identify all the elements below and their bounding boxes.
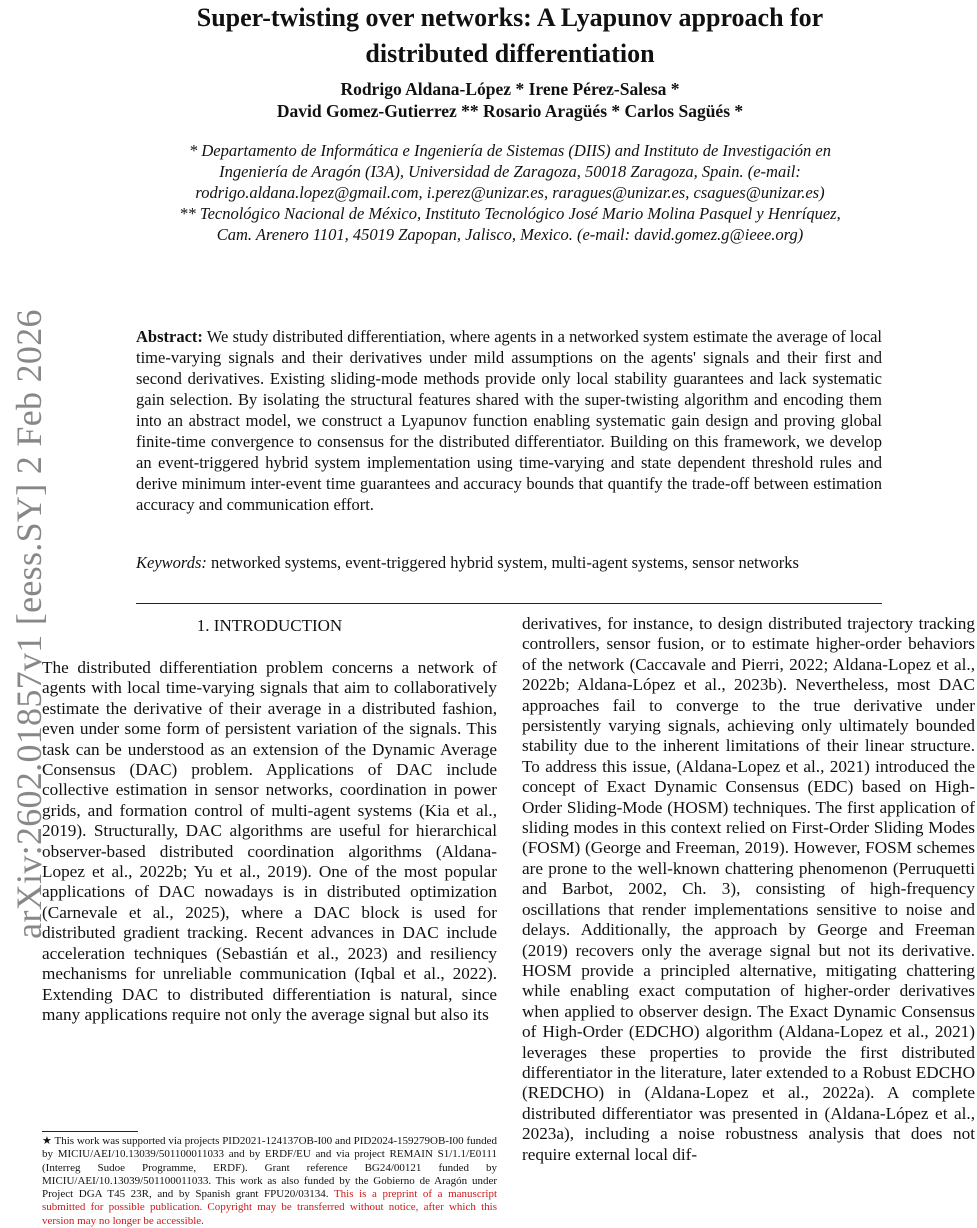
intro-left-column: The distributed differentiation problem concerns a network of agents with local time-varying signals that aim to collaboratively estimate the derivative of their average in a distributed fashion, even under some form of persistent variation of the signals. This task can be understood as an extension of the Dynamic Average Consensus (DAC) problem. Applications of DAC include collective estimation in sensor networks, coordination in power grids, and formation control of multi-agent systems (Kia et al., 2019). Structurally, DAC algorithms are useful for hierarchical observer-based distributed coordination algorithms (Aldana-Lopez et al., 2022b; Yu et al., 2019). One of the most popular applications of DAC nowadays is in distributed optimization (Carnevale et al., 2025), where a DAC block is used for distributed gradient tracking. Recent advances in DAC include acceleration techniques (Sebastián et al., 2023) and resiliency mechanisms for unreliable communication (Iqbal et al., 2022). Extending DAC to distributed differentiation is natural, since many applications require not only the average signal but also its [42, 658, 497, 1024]
keywords-label: Keywords: [136, 553, 207, 572]
intro-right-column: derivatives, for instance, to design distributed trajectory tracking controllers, sensor fusion, or to estimate higher-order behaviors of the network (Caccavale and Pierri, 2022; Aldana-Lopez et al., 2022b; Aldana-López et al., 2023b). Nevertheless, most DAC approaches fail to converge to the true derivative under persistently varying signals, achieving only ultimately bounded stability due to the inherent limitations of their linear structure. To address this issue, (Aldana-Lopez et al., 2021) introduced the concept of Exact Dynamic Consensus (EDC) based on High-Order Sliding-Mode (HOSM) techniques. The first application of sliding modes in this context relied on First-Order Sliding Modes (FOSM) (George and Freeman, 2019). However, FOSM schemes are prone to the well-known chattering phenomenon (Perruquetti and Barbot, 2002, Ch. 3), consisting of high-frequency oscillations that render implementations sensitive to noise and delays. Additionally, the approach by George and Freeman (2019) recovers only the average signal but not its derivative. HOSM provide a principled alternative, mitigating chattering while enabling exact computation of higher-order derivatives when applied to observer design. The Exact Dynamic Consensus of High-Order (EDCHO) algorithm (Aldana-Lopez et al., 2021) leverages these properties to provide the first distributed differentiator in the literature, later extended to a Robust EDCHO (REDCHO) in (Aldana-Lopez et al., 2022a). A complete distributed differentiator was presented in (Aldana-López et al., 2023a), including a noise robustness analysis that does not require external local dif- [522, 614, 975, 1164]
affiliation-1: * Departamento de Informática e Ingeniería de Sistemas (DIIS) and Instituto de Investigación en Ingeniería de Aragón (I3A), Universidad de Zaragoza, 50018 Zaragoza, Spain. (e-mail: rodrigo.aldana.lopez@gmail.com, i.perez@unizar.es, raragues@unizar.es, csagues@unizar.es) [189, 141, 831, 202]
paper-title: Super-twisting over networks: A Lyapunov approach for distributed differentiation [196, 3, 824, 68]
author-list [150, 78, 870, 122]
preprint-notice: This is a preprint of a manuscript submitted for possible publication. Copyright may be transferred without notice, after which this version may no longer be accessible. [42, 1188, 497, 1227]
section-heading: 1. INTRODUCTION [196, 616, 343, 635]
keywords-text: networked systems, event-triggered hybrid system, multi-agent systems, sensor networks [206, 553, 799, 572]
funding-footnote [42, 1135, 497, 1228]
abstract-divider [136, 603, 882, 604]
keywords [136, 552, 882, 573]
footnote-text: ★ This work was supported via projects PID2021-124137OB-I00 and PID2024-159279OB-I00 funded by MICIU/AEI/10.13039/501100011033 and by ERDF/EU and via project REMAIN S1/1.1/E0111 (Interreg Sudoe Programme, ERDF). Grant reference BG24/00121 funded by MICIU/AEI/10.13039/501100011033. This work as also funded by the Gobierno de Aragón under Project DGA T45 23R, and by Spanish grant FPU20/03134. [42, 1135, 497, 1201]
abstract-text: We study distributed differentiation, where agents in a networked system estimate the average of local time-varying signals and their derivatives under mild assumptions on the agents' signals and their first and second derivatives. Existing sliding-mode methods provide only local stability guarantees and lack systematic gain selection. By isolating the structural features shared with the super-twisting algorithm and encoding them into an abstract model, we construct a Lyapunov function enabling systematic gain design and proving global finite-time convergence to consensus for the distributed differentiator. Building on this framework, we develop an event-triggered hybrid system implementation using time-varying and state dependent threshold rules and derive minimum inter-event time guarantees and accuracy bounds that quantify the trade-off between estimation accuracy and communication effort. [136, 327, 882, 514]
authors-line-2: David Gomez-Gutierrez ** Rosario Aragüés * Carlos Sagüés * [276, 101, 744, 121]
abstract-label: Abstract: [136, 327, 203, 346]
abstract [136, 326, 882, 515]
footnote-divider [42, 1131, 138, 1132]
authors-line-1: Rodrigo Aldana-López * Irene Pérez-Salesa * [340, 79, 680, 99]
affiliations [160, 140, 860, 245]
affiliation-2: ** Tecnológico Nacional de México, Instituto Tecnológico José Mario Molina Pasquel y Henríquez, Cam. Arenero 1101, 45019 Zapopan, Jalisco, Mexico. (e-mail: david.gomez.g@ieee.org) [179, 204, 841, 244]
arxiv-identifier-stamp: arXiv:2602.01857v1 [eess.SY] 2 Feb 2026 [9, 309, 49, 939]
